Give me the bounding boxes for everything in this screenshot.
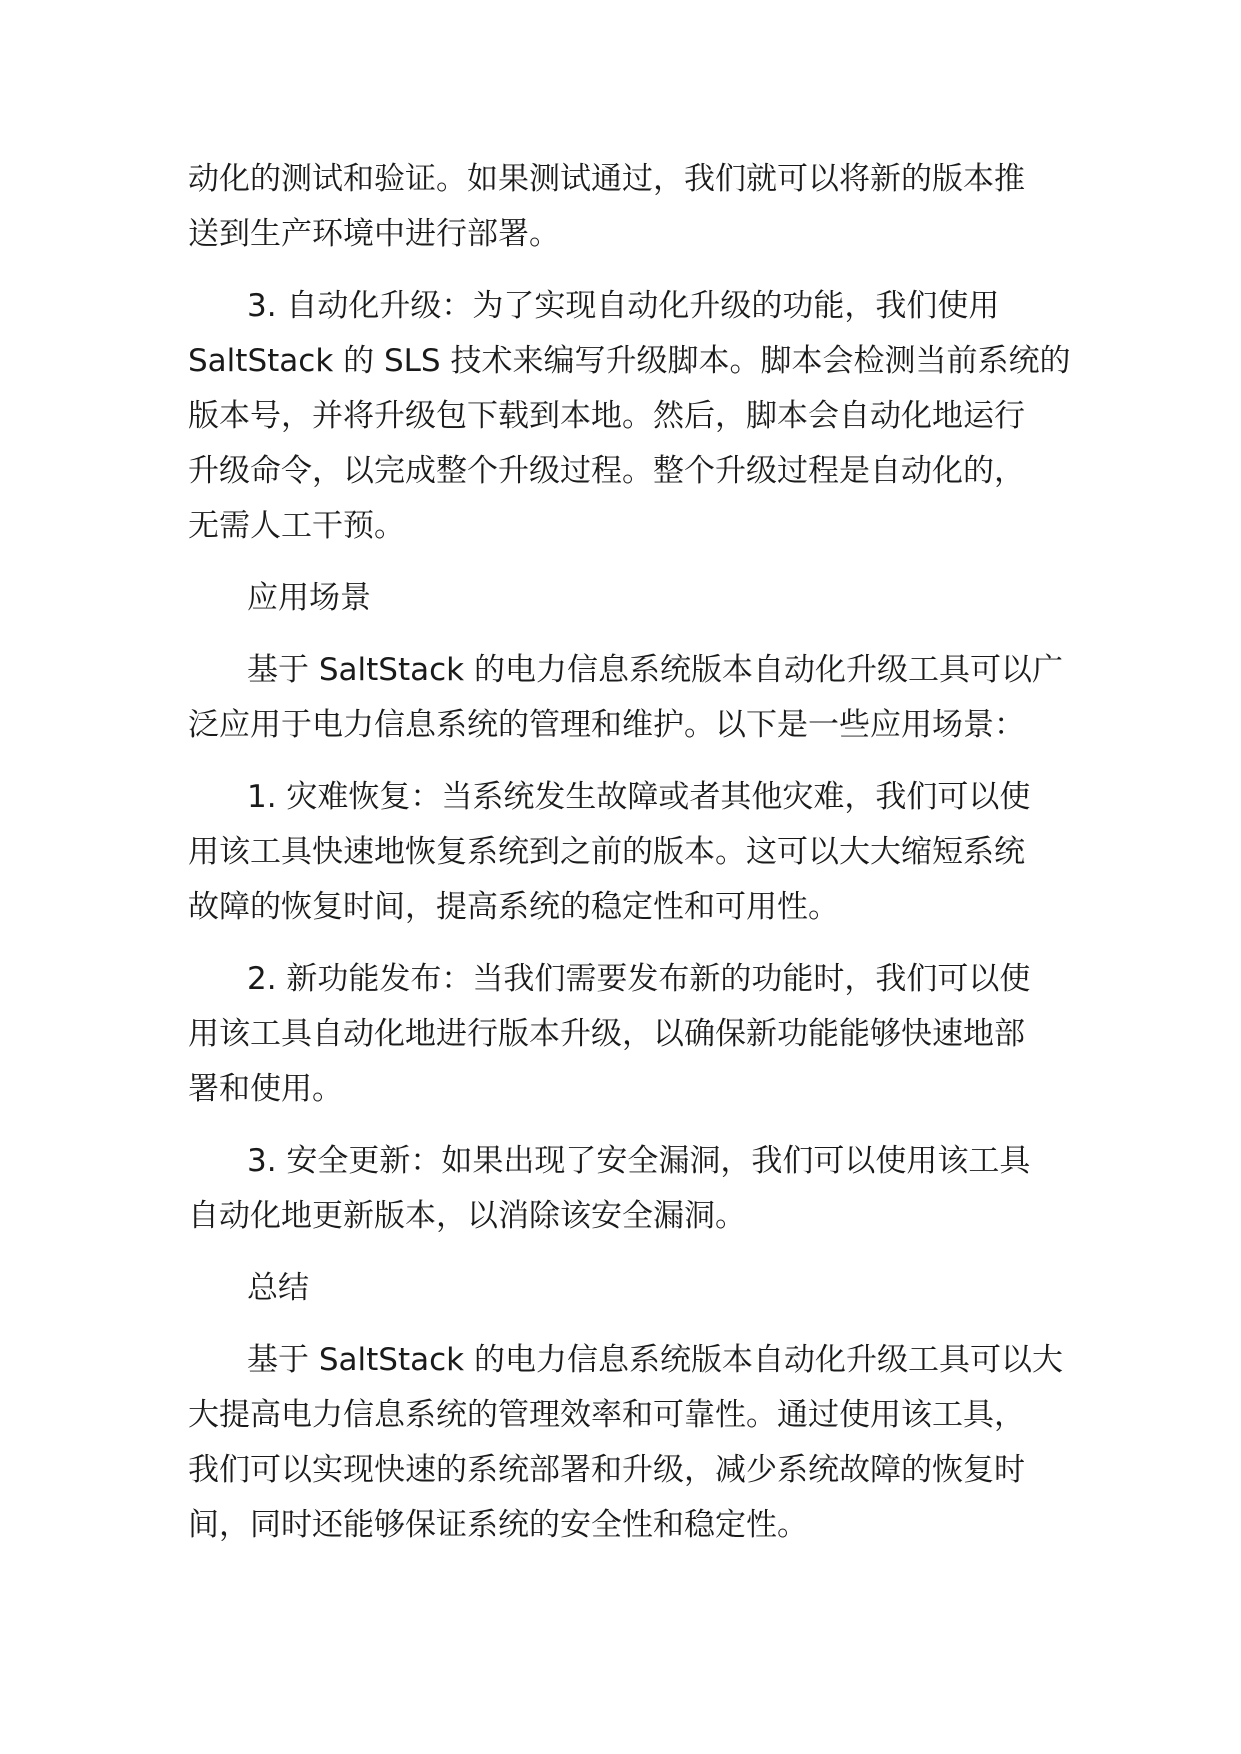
text-line: 故障的恢复时间，提高系统的稳定性和可用性。 bbox=[188, 889, 839, 925]
text-line: 1. 灾难恢复：当系统发生故障或者其他灾难，我们可以使 bbox=[247, 779, 1031, 815]
text-line: 应用场景 bbox=[247, 580, 371, 616]
text-line: 基于 SaltStack 的电力信息系统版本自动化升级工具可以广 bbox=[247, 652, 1063, 688]
heading-summary-paragraph bbox=[188, 1261, 1058, 1316]
text-line: 用该工具快速地恢复系统到之前的版本。这可以大大缩短系统 bbox=[188, 834, 1025, 870]
text-line: 无需人工干预。 bbox=[188, 508, 405, 544]
text-line: 自动化地更新版本，以消除该安全漏洞。 bbox=[188, 1198, 746, 1234]
text-line: 泛应用于电力信息系统的管理和维护。以下是一些应用场景： bbox=[188, 707, 1025, 743]
text-line: 动化的测试和验证。如果测试通过，我们就可以将新的版本推 bbox=[188, 161, 1025, 197]
security-update-paragraph bbox=[188, 1134, 1058, 1244]
text-line: 升级命令，以完成整个升级过程。整个升级过程是自动化的， bbox=[188, 453, 1025, 489]
text-line: 间，同时还能够保证系统的安全性和稳定性。 bbox=[188, 1507, 808, 1543]
continuation-paragraph bbox=[188, 152, 1058, 262]
text-line: 3. 安全更新：如果出现了安全漏洞，我们可以使用该工具 bbox=[247, 1143, 1031, 1179]
text-line: 署和使用。 bbox=[188, 1071, 343, 1107]
text-line: 送到生产环境中进行部署。 bbox=[188, 216, 560, 252]
new-feature-paragraph bbox=[188, 952, 1058, 1117]
document-body bbox=[188, 152, 1071, 1570]
text-line: SaltStack 的 SLS 技术来编写升级脚本。脚本会检测当前系统的 bbox=[188, 343, 1071, 379]
disaster-recovery-paragraph bbox=[188, 770, 1058, 935]
text-line: 3. 自动化升级：为了实现自动化升级的功能，我们使用 bbox=[247, 288, 1000, 324]
text-line: 我们可以实现快速的系统部署和升级，减少系统故障的恢复时 bbox=[188, 1452, 1025, 1488]
text-line: 2. 新功能发布：当我们需要发布新的功能时，我们可以使 bbox=[247, 961, 1031, 997]
heading-scenarios-paragraph bbox=[188, 571, 1058, 626]
text-line: 基于 SaltStack 的电力信息系统版本自动化升级工具可以大 bbox=[247, 1342, 1063, 1378]
scenarios-intro-paragraph bbox=[188, 643, 1063, 753]
text-line: 用该工具自动化地进行版本升级，以确保新功能能够快速地部 bbox=[188, 1016, 1025, 1052]
text-line: 总结 bbox=[247, 1270, 309, 1306]
text-line: 版本号，并将升级包下载到本地。然后，脚本会自动化地运行 bbox=[188, 398, 1025, 434]
auto-upgrade-paragraph bbox=[188, 279, 1071, 554]
text-line: 大提高电力信息系统的管理效率和可靠性。通过使用该工具， bbox=[188, 1397, 1025, 1433]
summary-paragraph bbox=[188, 1333, 1063, 1553]
